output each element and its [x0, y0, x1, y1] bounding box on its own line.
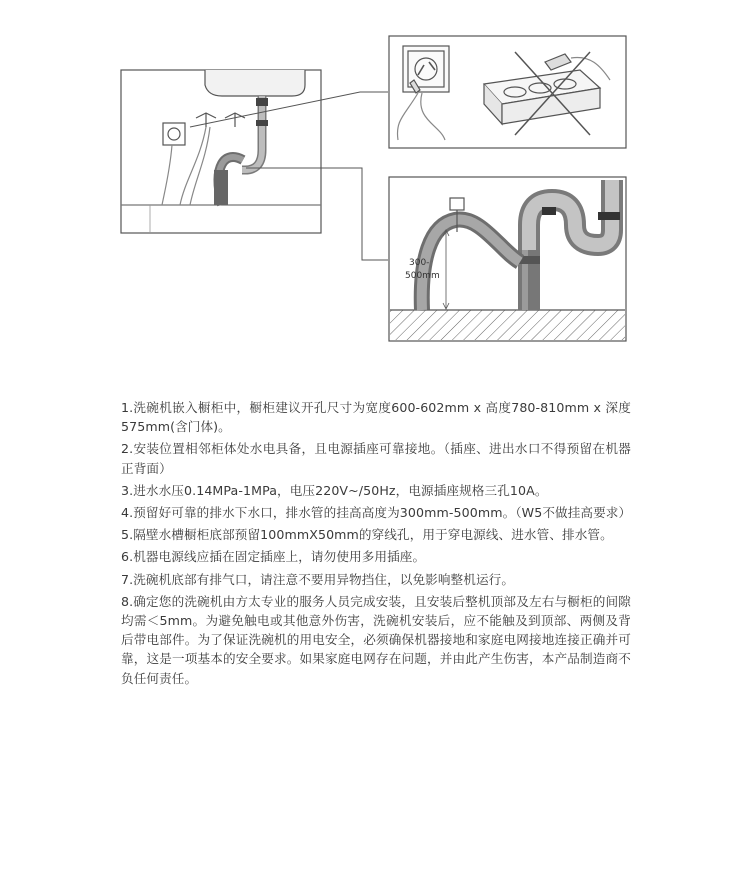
note-item: 5.隔壁水槽橱柜底部预留100mmX50mm的穿线孔，用于穿电源线、进水管、排水管。 [121, 527, 613, 543]
note-item: 2.安装位置相邻柜体处水电具备，且电源插座可靠接地。（插座、进出水口不得预留在机器正背面） [121, 441, 631, 476]
height-label-top: 300- [409, 258, 430, 268]
note-item: 8.确定您的洗碗机由方太专业的服务人员完成安装，且安装后整机顶部及左右与橱柜的间隙均需＜5mm。为避免触电或其他意外伤害，洗碗机安装后，应不能触及到顶部、两侧及背后带电部件。为了保证洗碗机的用电安全，必须确保机器接地和家庭电网接地连接正确并可靠，这是一项基本的安全要求。如果家庭电网存在问题，并由此产生伤害，本产品制造商不负任何责任。 [121, 593, 631, 686]
installation-notes [121, 398, 631, 691]
note-item: 4.预留好可靠的排水下水口，排水管的挂高高度为300mm-500mm。（W5不做挂高要求） [121, 505, 632, 521]
cabinet-illustration [121, 70, 321, 233]
note-item: 6.机器电源线应插在固定插座上，请勿使用多用插座。 [121, 549, 426, 565]
note-item: 3.进水水压0.14MPa-1MPa，电压220V~/50Hz，电源插座规格三孔10A。 [121, 482, 548, 498]
height-label-bottom: 500mm [405, 271, 440, 281]
note-item: 1.洗碗机嵌入橱柜中，橱柜建议开孔尺寸为宽度600-602mm x 高度780-810mm x 深度575mm(含门体)。 [121, 400, 631, 435]
installation-diagram [0, 0, 750, 372]
note-item: 7.洗碗机底部有排气口，请注意不要用异物挡住，以免影响整机运行。 [121, 571, 515, 587]
socket-detail-panel [389, 36, 626, 148]
